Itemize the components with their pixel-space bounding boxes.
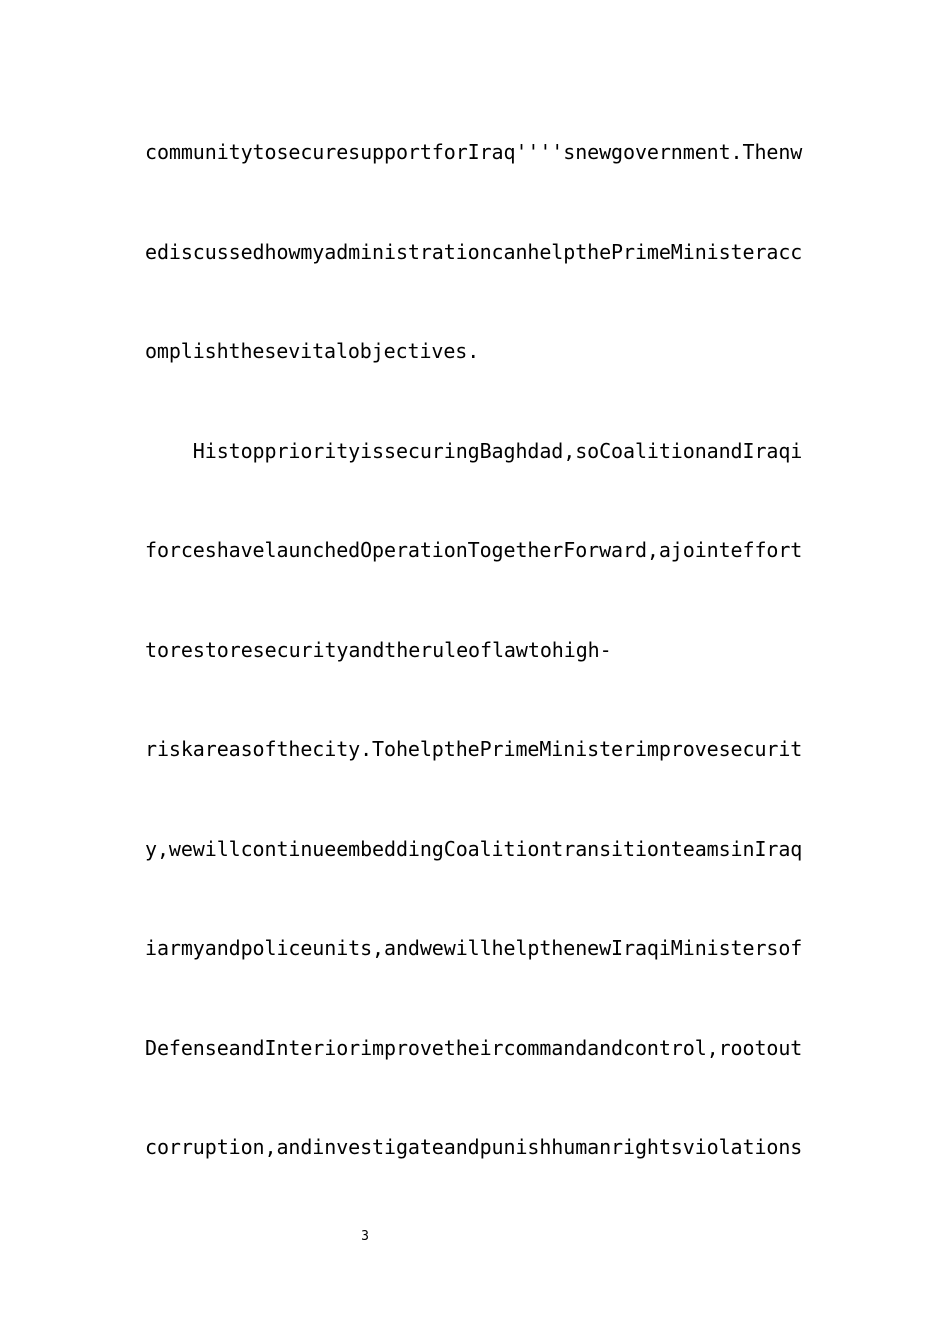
text-line: riskareasofthecity.TohelpthePrimeMinisterimprovesecurit (145, 737, 803, 761)
text-line: communitytosecuresupportforIraq''''snewgovernment.Thenw (145, 140, 803, 164)
text-line: forceshavelaunchedOperationTogetherForward,ajointeffort (145, 538, 803, 562)
text-line: ediscussedhowmyadministrationcanhelpthePrimeMinisteracc (145, 240, 803, 264)
text-line: DefenseandInteriorimprovetheircommandandcontrol,rootout (145, 1036, 803, 1060)
page-number: 3 (361, 1229, 369, 1244)
text-line: corruption,andinvestigateandpunishhumanrightsviolations (145, 1135, 803, 1159)
text-line: iarmyandpoliceunits,andwewillhelpthenewIraqiMinistersof (145, 936, 803, 960)
text-line: torestoresecurityandtheruleoflawtohigh- (145, 638, 612, 662)
text-line: HistoppriorityissecuringBaghdad,soCoalitionandIraqi (145, 439, 803, 463)
text-line: y,wewillcontinueembeddingCoalitiontransitionteamsinIraq (145, 837, 803, 861)
text-line: omplishthesevitalobjectives. (145, 339, 480, 363)
